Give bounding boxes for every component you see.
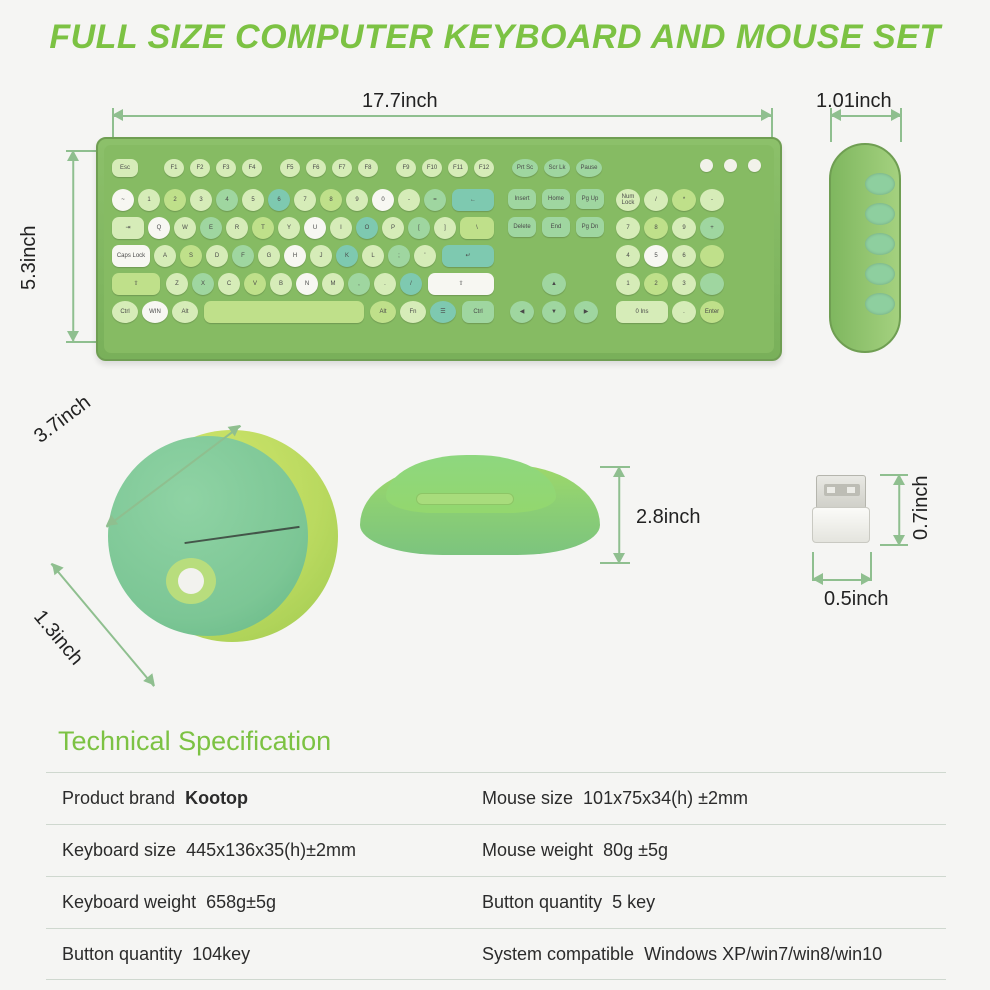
keyboard-key[interactable]: 5: [644, 245, 668, 267]
keyboard-key[interactable]: F: [232, 245, 254, 267]
keyboard-key[interactable]: 1: [138, 189, 160, 211]
usb-height-tick-top: [880, 474, 908, 476]
keyboard-thickness-label: 1.01inch: [816, 90, 892, 112]
keyboard-side-view: [829, 143, 901, 353]
spec-cell: [46, 840, 466, 861]
keyboard-key[interactable]: U: [304, 217, 326, 239]
spec-key: Keyboard size: [62, 840, 177, 860]
spec-value: 80g ±5g: [603, 840, 668, 860]
keyboard-key[interactable]: \: [460, 217, 494, 239]
spec-value: 5 key: [612, 892, 656, 912]
mouse-top-view: [108, 422, 338, 652]
keyboard-key[interactable]: Scr Lk: [544, 159, 570, 177]
keyboard-key[interactable]: [700, 245, 724, 267]
spec-cell: [46, 788, 466, 809]
keyboard-key[interactable]: Alt: [172, 301, 198, 323]
keyboard-key[interactable]: N: [296, 273, 318, 295]
keyboard-key[interactable]: Fn: [400, 301, 426, 323]
spec-value: 445x136x35(h)±2mm: [186, 840, 357, 860]
keyboard-key[interactable]: ~: [112, 189, 134, 211]
keyboard-key[interactable]: [204, 301, 364, 323]
keyboard-key[interactable]: 8: [320, 189, 342, 211]
mouse-side-view: [360, 455, 600, 565]
mouse-scroll-wheel: [178, 568, 204, 594]
spec-key: Button quantity: [62, 943, 183, 964]
spec-key: Product brand: [62, 788, 176, 808]
keyboard-key[interactable]: 4: [216, 189, 238, 211]
keyboard-key[interactable]: Pg Dn: [576, 217, 604, 237]
mouse-shell-top: [108, 436, 308, 636]
keyboard-key[interactable]: F4: [242, 159, 262, 177]
keyboard-key[interactable]: End: [542, 217, 570, 237]
keyboard-key[interactable]: F2: [190, 159, 210, 177]
mouse-height-label: 2.8inch: [636, 506, 701, 528]
keyboard-key[interactable]: -: [398, 189, 420, 211]
keyboard-key[interactable]: M: [322, 273, 344, 295]
keyboard-key[interactable]: F5: [280, 159, 300, 177]
spec-cell: [466, 944, 946, 965]
spec-key: Mouse size: [482, 788, 574, 808]
usb-height-arrow: [892, 474, 906, 546]
keyboard-key[interactable]: Pg Up: [576, 189, 604, 209]
keyboard-height-tick-bottom: [66, 341, 98, 343]
usb-width-arrow: [812, 572, 872, 586]
keyboard-key[interactable]: F10: [422, 159, 442, 177]
usb-height-label: 0.7inch: [910, 475, 932, 540]
mouse-side-button: [416, 493, 514, 505]
keyboard-width-label: 17.7inch: [362, 90, 438, 112]
keyboard-key[interactable]: K: [336, 245, 358, 267]
usb-width-tick-right: [870, 552, 872, 580]
keyboard-key[interactable]: F12: [474, 159, 494, 177]
keyboard-key[interactable]: 3: [190, 189, 212, 211]
led-indicator-1: [700, 159, 713, 172]
keyboard-key[interactable]: O: [356, 217, 378, 239]
keyboard-key[interactable]: 6: [268, 189, 290, 211]
keyboard-key[interactable]: Alt: [370, 301, 396, 323]
keyboard-key[interactable]: Enter: [700, 301, 724, 323]
spec-key: Keyboard weight: [62, 892, 197, 912]
keyboard-key[interactable]: .: [672, 301, 696, 323]
led-indicator-3: [748, 159, 761, 172]
keyboard-key[interactable]: ☰: [430, 301, 456, 323]
keyboard-thickness-tick-right: [900, 108, 902, 142]
keyboard-key[interactable]: Y: [278, 217, 300, 239]
keyboard-key[interactable]: Pause: [576, 159, 602, 177]
keyboard-height-arrow: [66, 150, 80, 342]
keyboard-key[interactable]: V: [244, 273, 266, 295]
keyboard-key[interactable]: Prt Sc: [512, 159, 538, 177]
spec-value: Windows XP/win7/win8/win10: [644, 943, 883, 964]
spec-value: Kootop: [185, 788, 249, 808]
keyboard-key[interactable]: E: [200, 217, 222, 239]
keyboard-key[interactable]: ': [414, 245, 436, 267]
keyboard-key[interactable]: [700, 273, 724, 295]
spec-heading: Technical Specification: [58, 726, 332, 756]
keyboard-key[interactable]: 9: [672, 217, 696, 239]
keyboard-key[interactable]: Ctrl: [112, 301, 138, 323]
keyboard-top-view: [96, 137, 782, 361]
keyboard-width-arrow: [112, 108, 772, 122]
spec-cell: [466, 788, 946, 809]
mouse-height-tick-top: [600, 466, 630, 468]
keyboard-key[interactable]: T: [252, 217, 274, 239]
usb-width-label: 0.5inch: [824, 588, 889, 610]
usb-receiver: [812, 475, 870, 543]
keyboard-key[interactable]: F9: [396, 159, 416, 177]
keyboard-key[interactable]: 4: [616, 245, 640, 267]
keyboard-key[interactable]: ◀: [510, 301, 534, 323]
keyboard-key[interactable]: ▲: [542, 273, 566, 295]
keyboard-key[interactable]: F6: [306, 159, 326, 177]
keyboard-key[interactable]: ⇥: [112, 217, 144, 239]
keyboard-key[interactable]: P: [382, 217, 404, 239]
keyboard-key[interactable]: .: [374, 273, 396, 295]
usb-pin: [847, 487, 855, 493]
keyboard-key[interactable]: ▼: [542, 301, 566, 323]
keyboard-key[interactable]: F11: [448, 159, 468, 177]
keyboard-key[interactable]: Num Lock: [616, 189, 640, 211]
keyboard-key[interactable]: 3: [672, 273, 696, 295]
keyboard-key[interactable]: 0: [372, 189, 394, 211]
keyboard-key[interactable]: =: [424, 189, 446, 211]
spec-value: 104key: [192, 943, 251, 964]
keyboard-key[interactable]: J: [310, 245, 332, 267]
keyboard-key[interactable]: ;: [388, 245, 410, 267]
keyboard-thickness-tick-left: [830, 108, 832, 142]
keyboard-key[interactable]: D: [206, 245, 228, 267]
keyboard-key[interactable]: F8: [358, 159, 378, 177]
table-row: [46, 928, 946, 980]
keyboard-plate: [104, 145, 774, 353]
spec-key: System compatible: [482, 943, 635, 964]
keyboard-key[interactable]: S: [180, 245, 202, 267]
mouse-length-label: 3.7inch: [30, 391, 95, 448]
keyboard-key[interactable]: [: [408, 217, 430, 239]
keyboard-key[interactable]: +: [700, 217, 724, 239]
keyboard-key[interactable]: 8: [644, 217, 668, 239]
keyboard-key[interactable]: 7: [616, 217, 640, 239]
keyboard-key[interactable]: X: [192, 273, 214, 295]
table-row: [46, 876, 946, 928]
keyboard-key[interactable]: Ctrl: [462, 301, 494, 323]
table-row: [46, 824, 946, 876]
keyboard-key[interactable]: 5: [242, 189, 264, 211]
keyboard-key[interactable]: C: [218, 273, 240, 295]
spec-table: [46, 772, 946, 980]
keyboard-key[interactable]: *: [672, 189, 696, 211]
keyboard-side-key: [865, 233, 895, 255]
keyboard-key[interactable]: Home: [542, 189, 570, 209]
keyboard-side-key: [865, 263, 895, 285]
usb-base: [812, 507, 870, 543]
keyboard-key[interactable]: ⇧: [112, 273, 160, 295]
mouse-width-label: 1.3inch: [29, 606, 88, 670]
keyboard-key[interactable]: ]: [434, 217, 456, 239]
keyboard-key[interactable]: I: [330, 217, 352, 239]
keyboard-key[interactable]: L: [362, 245, 384, 267]
spec-value: 101x75x34(h) ±2mm: [583, 788, 748, 808]
keyboard-key[interactable]: -: [700, 189, 724, 211]
keyboard-key[interactable]: ↵: [442, 245, 494, 267]
spec-cell: [46, 944, 466, 965]
mouse-height-tick-bottom: [600, 562, 630, 564]
keyboard-key[interactable]: Esc: [112, 159, 138, 177]
keyboard-key[interactable]: B: [270, 273, 292, 295]
keyboard-side-key: [865, 173, 895, 195]
keyboard-key[interactable]: W: [174, 217, 196, 239]
keyboard-key[interactable]: R: [226, 217, 248, 239]
page-title: FULL SIZE COMPUTER KEYBOARD AND MOUSE SET: [49, 18, 941, 56]
keyboard-key[interactable]: 6: [672, 245, 696, 267]
keyboard-key[interactable]: A: [154, 245, 176, 267]
keyboard-side-key: [865, 203, 895, 225]
keyboard-key[interactable]: 2: [644, 273, 668, 295]
usb-plug: [816, 475, 866, 509]
keyboard-side-key: [865, 293, 895, 315]
keyboard-height-label: 5.3inch: [18, 225, 40, 290]
spec-key: Mouse weight: [482, 840, 594, 860]
spec-key: Button quantity: [482, 892, 603, 912]
keyboard-key[interactable]: 2: [164, 189, 186, 211]
keyboard-key[interactable]: ▶: [574, 301, 598, 323]
keyboard-key[interactable]: 9: [346, 189, 368, 211]
keyboard-key[interactable]: Caps Lock: [112, 245, 150, 267]
keyboard-key[interactable]: 7: [294, 189, 316, 211]
keyboard-key[interactable]: /: [644, 189, 668, 211]
keyboard-key[interactable]: ⇧: [428, 273, 494, 295]
keyboard-key[interactable]: WIN: [142, 301, 168, 323]
keyboard-key[interactable]: ←: [452, 189, 494, 211]
led-indicator-2: [724, 159, 737, 172]
keyboard-key[interactable]: F3: [216, 159, 236, 177]
usb-height-tick-bottom: [880, 544, 908, 546]
usb-width-tick-left: [812, 552, 814, 580]
spec-cell: [466, 840, 946, 861]
keyboard-key[interactable]: G: [258, 245, 280, 267]
keyboard-key[interactable]: Insert: [508, 189, 536, 209]
keyboard-key[interactable]: F7: [332, 159, 352, 177]
keyboard-key[interactable]: /: [400, 273, 422, 295]
mouse-height-arrow: [612, 466, 626, 564]
keyboard-key[interactable]: 1: [616, 273, 640, 295]
keyboard-key[interactable]: Z: [166, 273, 188, 295]
spec-cell: [466, 892, 946, 913]
spec-value: 658g±5g: [206, 892, 277, 912]
keyboard-key[interactable]: F1: [164, 159, 184, 177]
keyboard-key[interactable]: Q: [148, 217, 170, 239]
keyboard-key[interactable]: Delete: [508, 217, 536, 237]
spec-cell: [46, 892, 466, 913]
table-row: [46, 772, 946, 824]
keyboard-key[interactable]: 0 Ins: [616, 301, 668, 323]
keyboard-key[interactable]: ,: [348, 273, 370, 295]
keyboard-height-tick-top: [66, 150, 98, 152]
usb-pin: [827, 487, 835, 493]
keyboard-key[interactable]: H: [284, 245, 306, 267]
